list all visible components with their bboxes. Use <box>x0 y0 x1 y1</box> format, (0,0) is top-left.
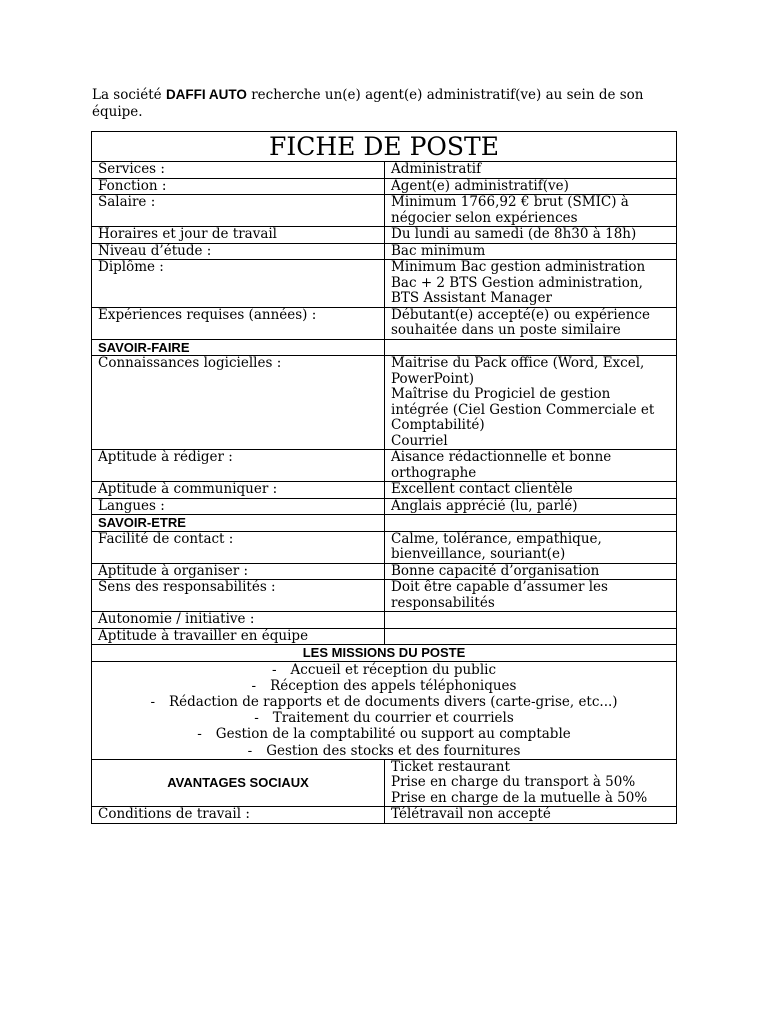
page-title: FICHE DE POSTE <box>92 132 677 162</box>
field-sens-des-responsabilites-label: Sens des responsabilités : <box>92 580 385 612</box>
job-sheet-table <box>91 131 677 824</box>
intro-paragraph <box>92 86 682 121</box>
field-connaissances-logicielles-value <box>385 356 677 450</box>
field-facilite-de-contact-value <box>385 531 677 563</box>
mission-bullet: - <box>251 677 257 694</box>
field-facilite-de-contact-label: Facilité de contact : <box>92 531 385 563</box>
field-aptitude-a-communiquer-value <box>385 482 677 499</box>
avantages-row <box>92 759 677 807</box>
section-heading-savoir-etre: SAVOIR-ETRE <box>92 515 385 532</box>
mission-bullet: - <box>197 726 202 743</box>
field-fonction-row <box>92 178 677 195</box>
field-services-row <box>92 162 677 179</box>
field-horaires-et-jour-de-travail-value-line: Du lundi au samedi (de 8h30 à 18h) <box>391 226 637 242</box>
conditions-label: Conditions de travail : <box>92 807 385 824</box>
field-diplome-row <box>92 260 677 308</box>
title-row <box>92 132 677 162</box>
field-horaires-et-jour-de-travail-row <box>92 227 677 244</box>
section-heading-missions-row <box>92 645 677 662</box>
field-aptitude-a-communiquer-label: Aptitude à communiquer : <box>92 482 385 499</box>
field-aptitude-a-organiser-value-line: Bonne capacité d’organisation <box>391 562 600 579</box>
section-heading-savoir-faire-empty-cell <box>385 339 677 356</box>
field-services-value-line: Administratif <box>391 161 482 177</box>
section-heading-savoir-faire-row <box>92 339 677 356</box>
avantages-label: AVANTAGES SOCIAUX <box>92 759 385 807</box>
field-autonomie-initiative-value <box>385 612 677 629</box>
field-connaissances-logicielles-row <box>92 356 677 450</box>
field-aptitude-a-travailler-en-equipe-label: Aptitude à travailler en équipe <box>92 628 385 645</box>
mission-item <box>92 710 676 726</box>
field-aptitude-a-communiquer-row <box>92 482 677 499</box>
mission-bullet: - <box>150 693 155 710</box>
missions-list <box>92 661 677 759</box>
field-langues-value-line: Anglais apprécié (lu, parlé) <box>391 497 578 514</box>
field-aptitude-a-organiser-row <box>92 563 677 580</box>
section-heading-savoir-etre-row <box>92 515 677 532</box>
mission-item <box>92 743 676 759</box>
field-services-value <box>385 162 677 179</box>
field-aptitude-a-rediger-value <box>385 450 677 482</box>
field-diplome-label: Diplôme : <box>92 260 385 308</box>
field-facilite-de-contact-row <box>92 531 677 563</box>
field-fonction-value-line: Agent(e) administratif(ve) <box>391 177 569 194</box>
field-sens-des-responsabilites-value <box>385 580 677 612</box>
field-salaire-value-line: Minimum 1766,92 € brut (SMIC) à négocier selon expériences <box>391 194 629 226</box>
mission-item <box>92 678 676 694</box>
field-niveau-d-etude-label: Niveau d’étude : <box>92 243 385 260</box>
field-aptitude-a-travailler-en-equipe-row <box>92 628 677 645</box>
field-fonction-label: Fonction : <box>92 178 385 195</box>
field-horaires-et-jour-de-travail-value <box>385 227 677 244</box>
field-aptitude-a-rediger-row <box>92 450 677 482</box>
field-experiences-requises-annees-label: Expériences requises (années) : <box>92 307 385 339</box>
field-niveau-d-etude-value <box>385 243 677 260</box>
field-autonomie-initiative-row <box>92 612 677 629</box>
field-aptitude-a-communiquer-value-line: Excellent contact clientèle <box>391 481 573 497</box>
section-heading-savoir-etre-empty-cell <box>385 515 677 532</box>
field-experiences-requises-annees-value <box>385 307 677 339</box>
field-aptitude-a-organiser-label: Aptitude à organiser : <box>92 563 385 580</box>
field-autonomie-initiative-label: Autonomie / initiative : <box>92 612 385 629</box>
field-niveau-d-etude-value-line: Bac minimum <box>391 242 486 259</box>
field-aptitude-a-organiser-value <box>385 563 677 580</box>
avantages-value <box>385 759 677 807</box>
field-salaire-label: Salaire : <box>92 195 385 227</box>
field-diplome-value <box>385 260 677 308</box>
mission-text: Réception des appels téléphoniques <box>270 677 517 694</box>
field-diplome-value-line: Bac + 2 BTS Gestion administration, BTS Assistant Manager <box>391 274 643 306</box>
mission-text: Traitement du courrier et courriels <box>272 710 514 727</box>
field-services-label: Services : <box>92 162 385 179</box>
avantage-item: Prise en charge de la mutuelle à 50% <box>391 789 648 806</box>
section-heading-missions: LES MISSIONS DU POSTE <box>92 645 677 662</box>
mission-bullet: - <box>271 661 277 678</box>
field-fonction-value <box>385 178 677 195</box>
mission-text: Accueil et réception du public <box>290 661 497 678</box>
field-diplome-value-line: Minimum Bac gestion administration <box>391 259 646 275</box>
field-salaire-row <box>92 195 677 227</box>
mission-bullet: - <box>254 710 259 727</box>
mission-item <box>92 726 676 742</box>
field-connaissances-logicielles-value-line: Maitrise du Pack office (Word, Excel, PowerPoint) <box>391 355 645 387</box>
avantage-item: Prise en charge du transport à 50% <box>391 774 636 791</box>
missions-row <box>92 661 677 759</box>
section-heading-savoir-faire: SAVOIR-FAIRE <box>92 339 385 356</box>
field-experiences-requises-annees-value-line: Débutant(e) accepté(e) ou expérience souhaitée dans un poste similaire <box>391 306 650 338</box>
avantage-item: Ticket restaurant <box>391 758 510 775</box>
field-langues-row <box>92 498 677 515</box>
mission-bullet: - <box>247 742 253 759</box>
field-aptitude-a-rediger-label: Aptitude à rédiger : <box>92 450 385 482</box>
intro-text-before: La société <box>92 87 166 103</box>
mission-item <box>92 694 676 710</box>
field-sens-des-responsabilites-value-line: Doit être capable d’assumer les responsabilités <box>391 579 608 611</box>
conditions-row <box>92 807 677 824</box>
field-connaissances-logicielles-label: Connaissances logicielles : <box>92 356 385 450</box>
conditions-value: Télétravail non accepté <box>385 807 677 824</box>
mission-text: Rédaction de rapports et de documents divers (carte-grise, etc...) <box>169 693 618 710</box>
company-name: DAFFI AUTO <box>165 87 247 102</box>
field-aptitude-a-rediger-value-line: Aisance rédactionnelle et bonne orthographe <box>391 449 612 481</box>
field-niveau-d-etude-row <box>92 243 677 260</box>
field-langues-value <box>385 498 677 515</box>
mission-item <box>92 662 676 678</box>
field-langues-label: Langues : <box>92 498 385 515</box>
field-facilite-de-contact-value-line: Calme, tolérance, empathique, bienveillance, souriant(e) <box>391 530 602 562</box>
mission-text: Gestion des stocks et des fournitures <box>266 742 521 759</box>
field-salaire-value <box>385 195 677 227</box>
field-horaires-et-jour-de-travail-label: Horaires et jour de travail <box>92 227 385 244</box>
mission-text: Gestion de la comptabilité ou support au comptable <box>215 726 571 743</box>
field-connaissances-logicielles-value-line: Courriel <box>391 432 448 449</box>
field-sens-des-responsabilites-row <box>92 580 677 612</box>
field-aptitude-a-travailler-en-equipe-value <box>385 628 677 645</box>
intro-text-after: recherche un(e) agent(e) administratif(ve) au sein de son équipe. <box>92 87 644 120</box>
field-experiences-requises-annees-row <box>92 307 677 339</box>
field-connaissances-logicielles-value-line: Maîtrise du Progiciel de gestion intégrée (Ciel Gestion Commerciale et Comptabilité) <box>391 386 655 433</box>
